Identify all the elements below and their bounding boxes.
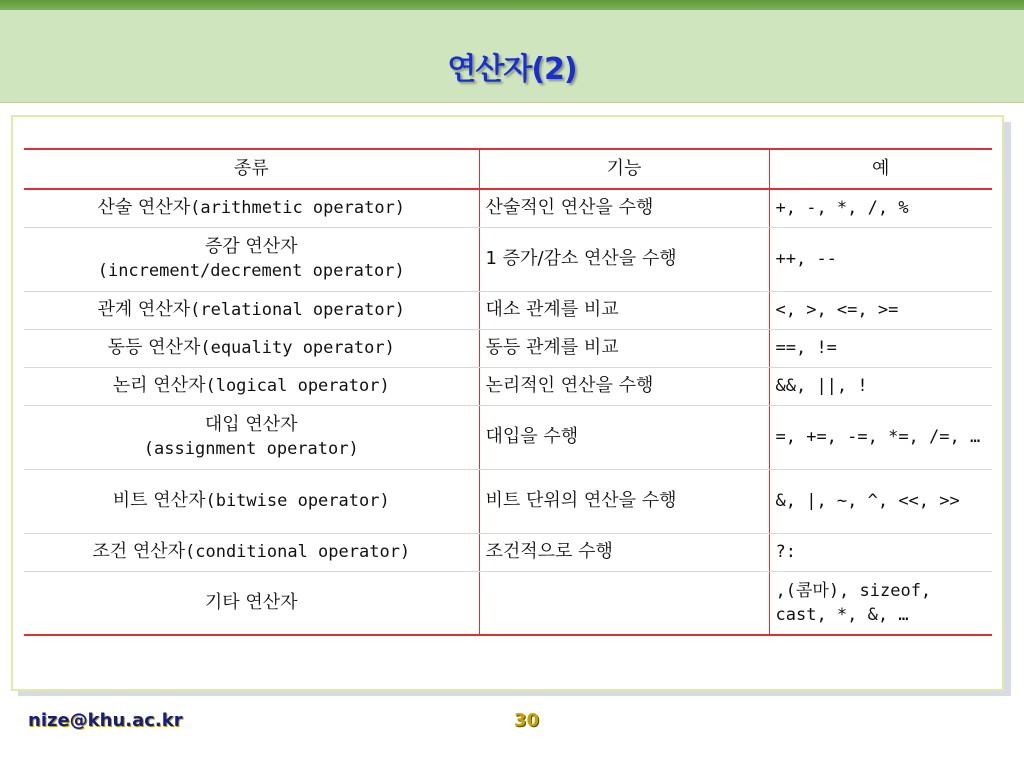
kind-ko: 비트 연산자 xyxy=(112,490,206,511)
slide-header xyxy=(0,10,1024,103)
function-cell: 동등 관계를 비교 xyxy=(479,329,769,367)
kind-ko: 대입 연산자 xyxy=(204,414,298,435)
table-row xyxy=(24,227,992,291)
function-cell: 논리적인 연산을 수행 xyxy=(479,367,769,405)
header-kind: 종류 xyxy=(24,149,479,189)
kind-en: (relational operator) xyxy=(190,300,406,320)
table-row xyxy=(24,291,992,329)
example-cell: &&, ||, ! xyxy=(769,367,992,405)
kind-cell xyxy=(24,405,479,469)
kind-ko: 산술 연산자 xyxy=(97,197,191,219)
function-cell: 대소 관계를 비교 xyxy=(479,291,769,329)
kind-cell xyxy=(24,227,479,291)
kind-en: (assignment operator) xyxy=(143,439,359,459)
kind-cell xyxy=(24,571,479,635)
table-row xyxy=(24,469,992,533)
kind-ko: 조건 연산자 xyxy=(92,541,185,562)
header-example: 예 xyxy=(769,149,992,189)
header-function: 기능 xyxy=(479,149,769,189)
table-row xyxy=(24,329,992,367)
function-cell: 1 증가/감소 연산을 수행 xyxy=(479,227,769,291)
kind-en: (conditional operator) xyxy=(185,542,411,562)
example-cell: =, +=, -=, *=, /=, … xyxy=(769,405,992,469)
example-cell: ?: xyxy=(769,533,992,571)
kind-cell xyxy=(24,469,479,533)
table-row xyxy=(24,533,992,571)
function-cell: 조건적으로 수행 xyxy=(479,533,769,571)
kind-en: (increment/decrement operator) xyxy=(97,261,405,281)
example-cell: <, >, <=, >= xyxy=(769,291,992,329)
function-cell xyxy=(479,571,769,635)
kind-cell xyxy=(24,291,479,329)
table-header-row xyxy=(24,149,992,189)
table-row xyxy=(24,189,992,227)
function-cell: 대입을 수행 xyxy=(479,405,769,469)
kind-en: (equality operator) xyxy=(200,338,395,358)
kind-cell xyxy=(24,329,479,367)
kind-ko: 기타 연산자 xyxy=(204,591,298,613)
kind-cell xyxy=(24,189,479,227)
kind-en: (bitwise operator) xyxy=(205,491,390,511)
kind-cell xyxy=(24,367,479,405)
kind-ko: 관계 연산자 xyxy=(97,299,191,320)
kind-ko: 증감 연산자 xyxy=(204,236,298,257)
page-number: 30 xyxy=(514,710,540,731)
table-row xyxy=(24,571,992,635)
function-cell: 산술적인 연산을 수행 xyxy=(479,189,769,227)
kind-ko: 동등 연산자 xyxy=(107,337,201,358)
example-cell: +, -, *, /, % xyxy=(769,189,992,227)
table-row xyxy=(24,405,992,469)
slide-title: 연산자(2) xyxy=(447,52,577,87)
example-cell: ==, != xyxy=(769,329,992,367)
table-row xyxy=(24,367,992,405)
footer-email: nize@khu.ac.kr xyxy=(28,710,183,731)
example-cell: ++, -- xyxy=(769,227,992,291)
top-accent-bar xyxy=(0,0,1024,10)
kind-en: (logical operator) xyxy=(205,376,390,396)
operator-table xyxy=(24,148,992,636)
kind-cell xyxy=(24,533,479,571)
kind-en: (arithmetic operator) xyxy=(190,198,406,219)
function-cell: 비트 단위의 연산을 수행 xyxy=(479,469,769,533)
example-cell: ,(콤마), sizeof, cast, *, &, … xyxy=(769,571,992,635)
example-cell: &, |, ~, ^, <<, >> xyxy=(769,469,992,533)
kind-ko: 논리 연산자 xyxy=(112,375,206,396)
